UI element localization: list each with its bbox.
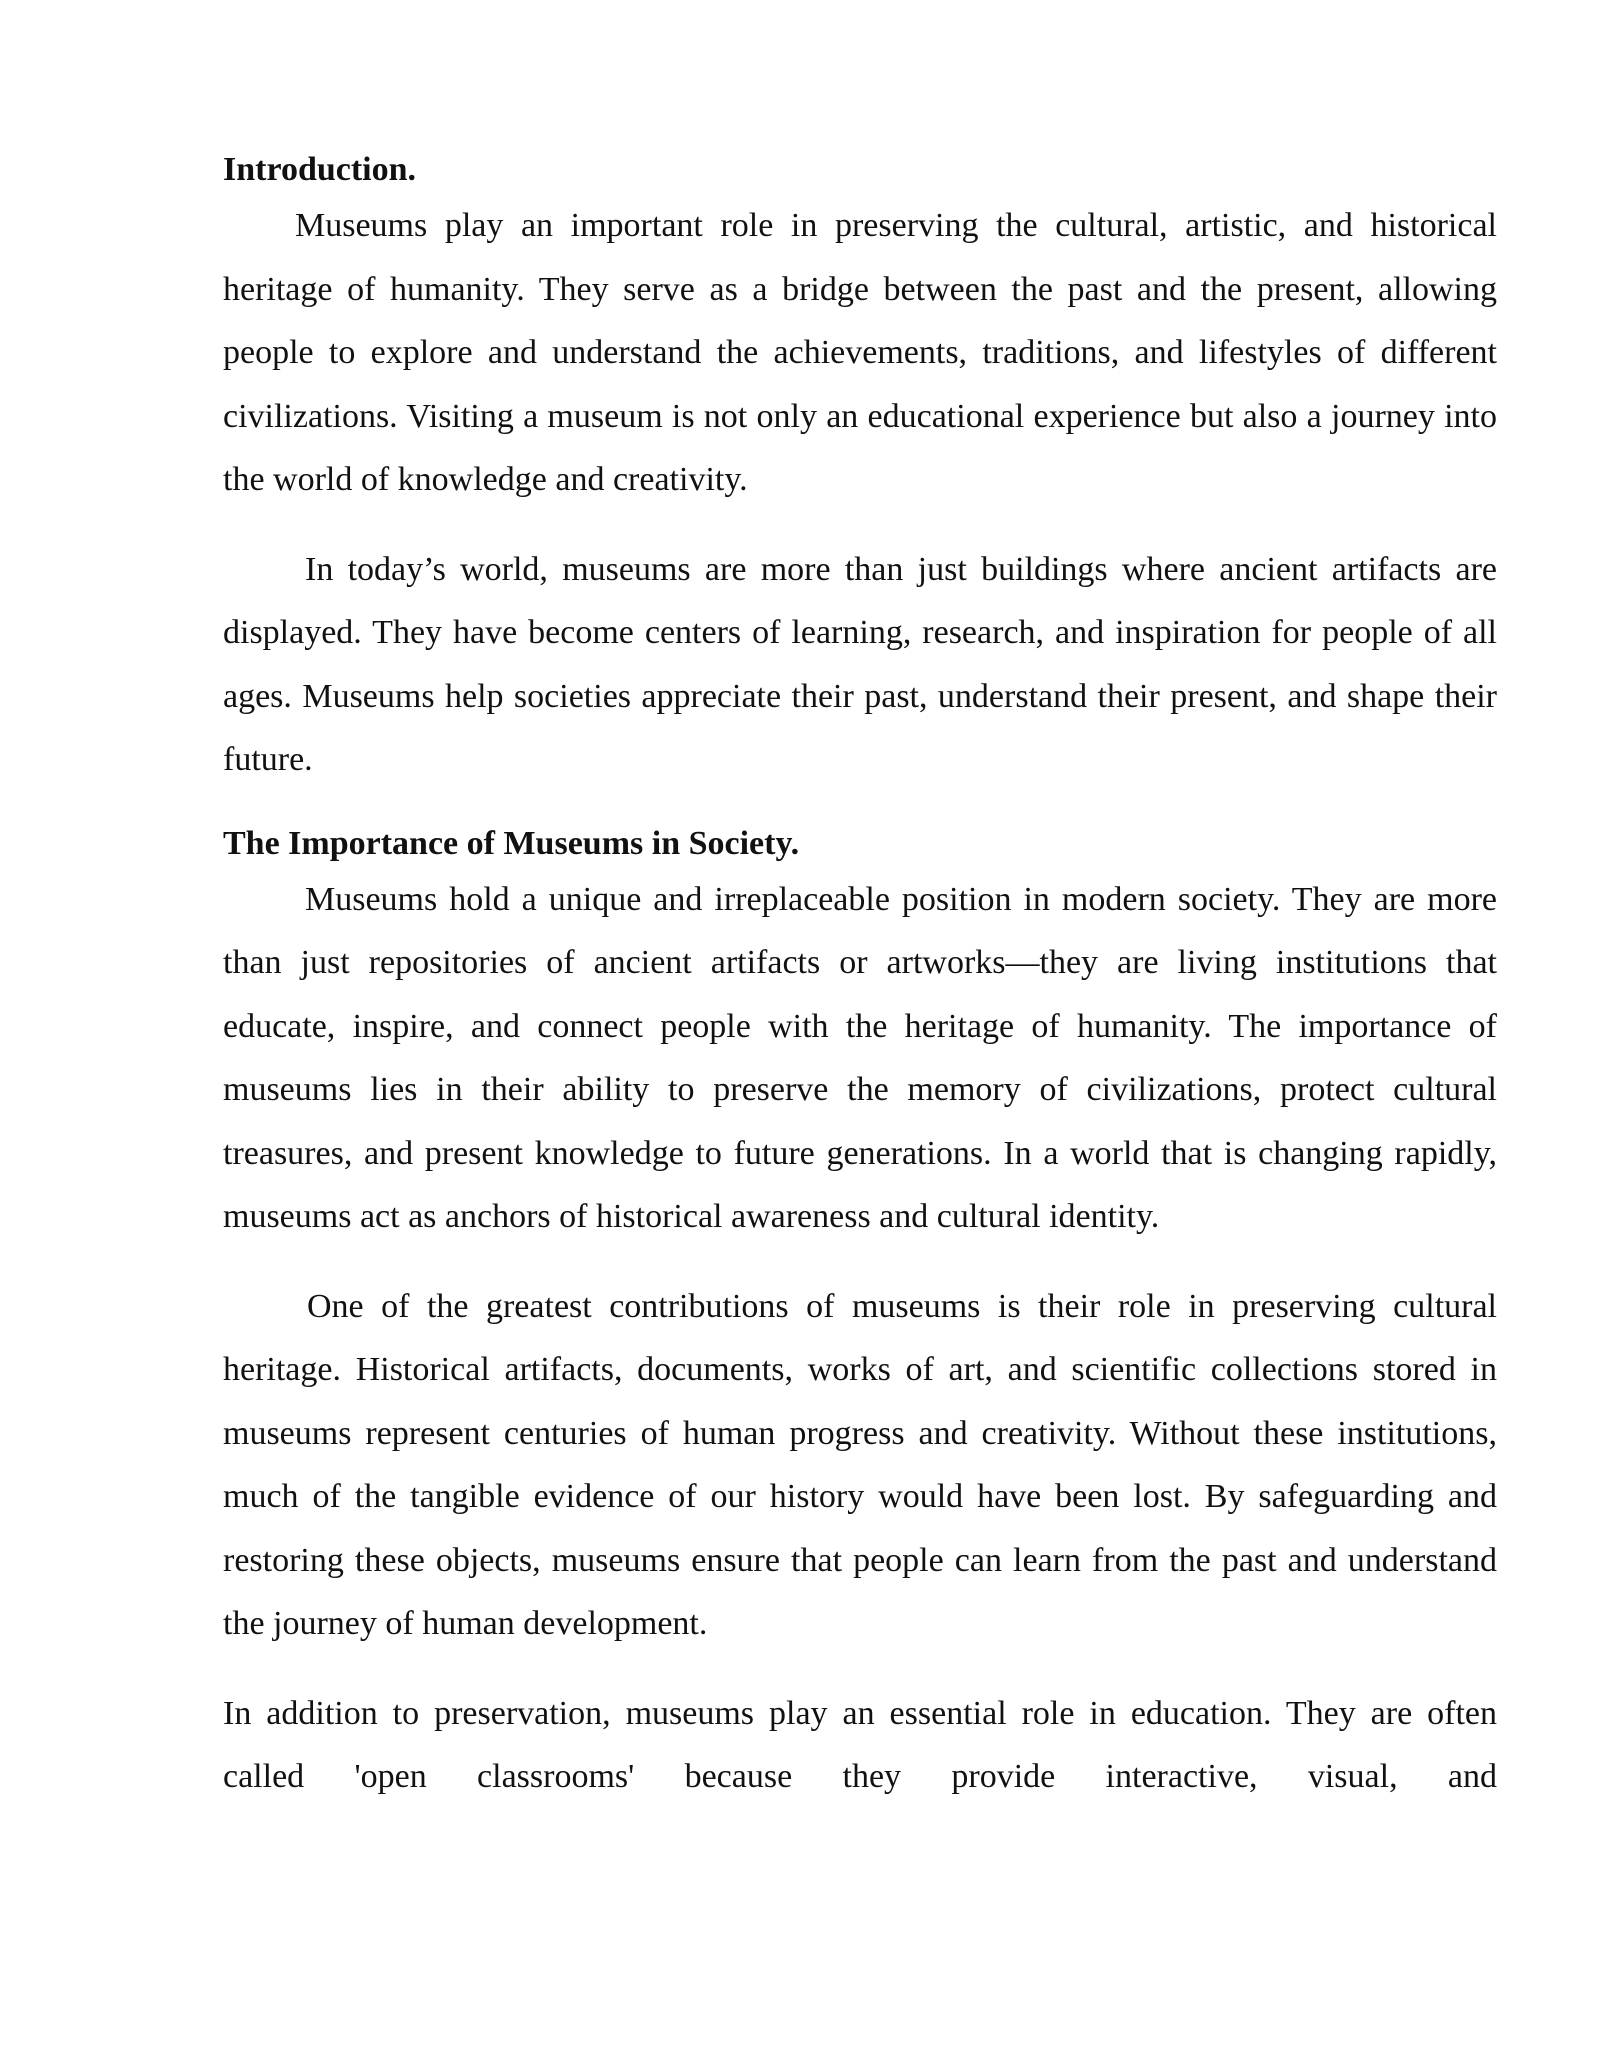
importance-paragraph-3: In addition to preservation, museums play an essential role in education. They are often called 'open classrooms' because they provide interactive, visual, and xyxy=(223,1694,1497,1795)
document-body xyxy=(223,146,1497,1806)
importance-paragraph-2: One of the greatest contributions of museums is their role in preserving cultural heritage. Historical artifacts, documents, works of art, and scientific collections stored in museums represent centuries of human progress and creativity. Without these institutions, much of the tangible evidence of our history would have been lost. By safeguarding and restoring these objects, museums ensure that people can learn from the past and understand the journey of human development. xyxy=(223,1287,1497,1642)
section-heading-introduction: Introduction. xyxy=(223,151,417,188)
introduction-paragraph-2: In today’s world, museums are more than just buildings where ancient artifacts are displayed. They have become centers of learning, research, and inspiration for people of all ages. Museums help societies appreciate their past, understand their present, and shape their future. xyxy=(223,550,1497,778)
importance-paragraph-1: Museums hold a unique and irreplaceable position in modern society. They are more than just repositories of ancient artifacts or artworks—they are living institutions that educate, inspire, and connect people with the heritage of humanity. The importance of museums lies in their ability to preserve the memory of civilizations, protect cultural treasures, and present knowledge to future generations. In a world that is changing rapidly, museums act as anchors of historical awareness and cultural identity. xyxy=(223,880,1497,1235)
section-heading-importance: The Importance of Museums in Society. xyxy=(223,824,800,862)
introduction-paragraph-1: Museums play an important role in preserving the cultural, artistic, and historical heritage of humanity. They serve as a bridge between the past and the present, allowing people to explore and understand the achievements, traditions, and lifestyles of different civilizations. Visiting a museum is not only an educational experience but also a journey into the world of knowledge and creativity. xyxy=(223,207,1497,498)
